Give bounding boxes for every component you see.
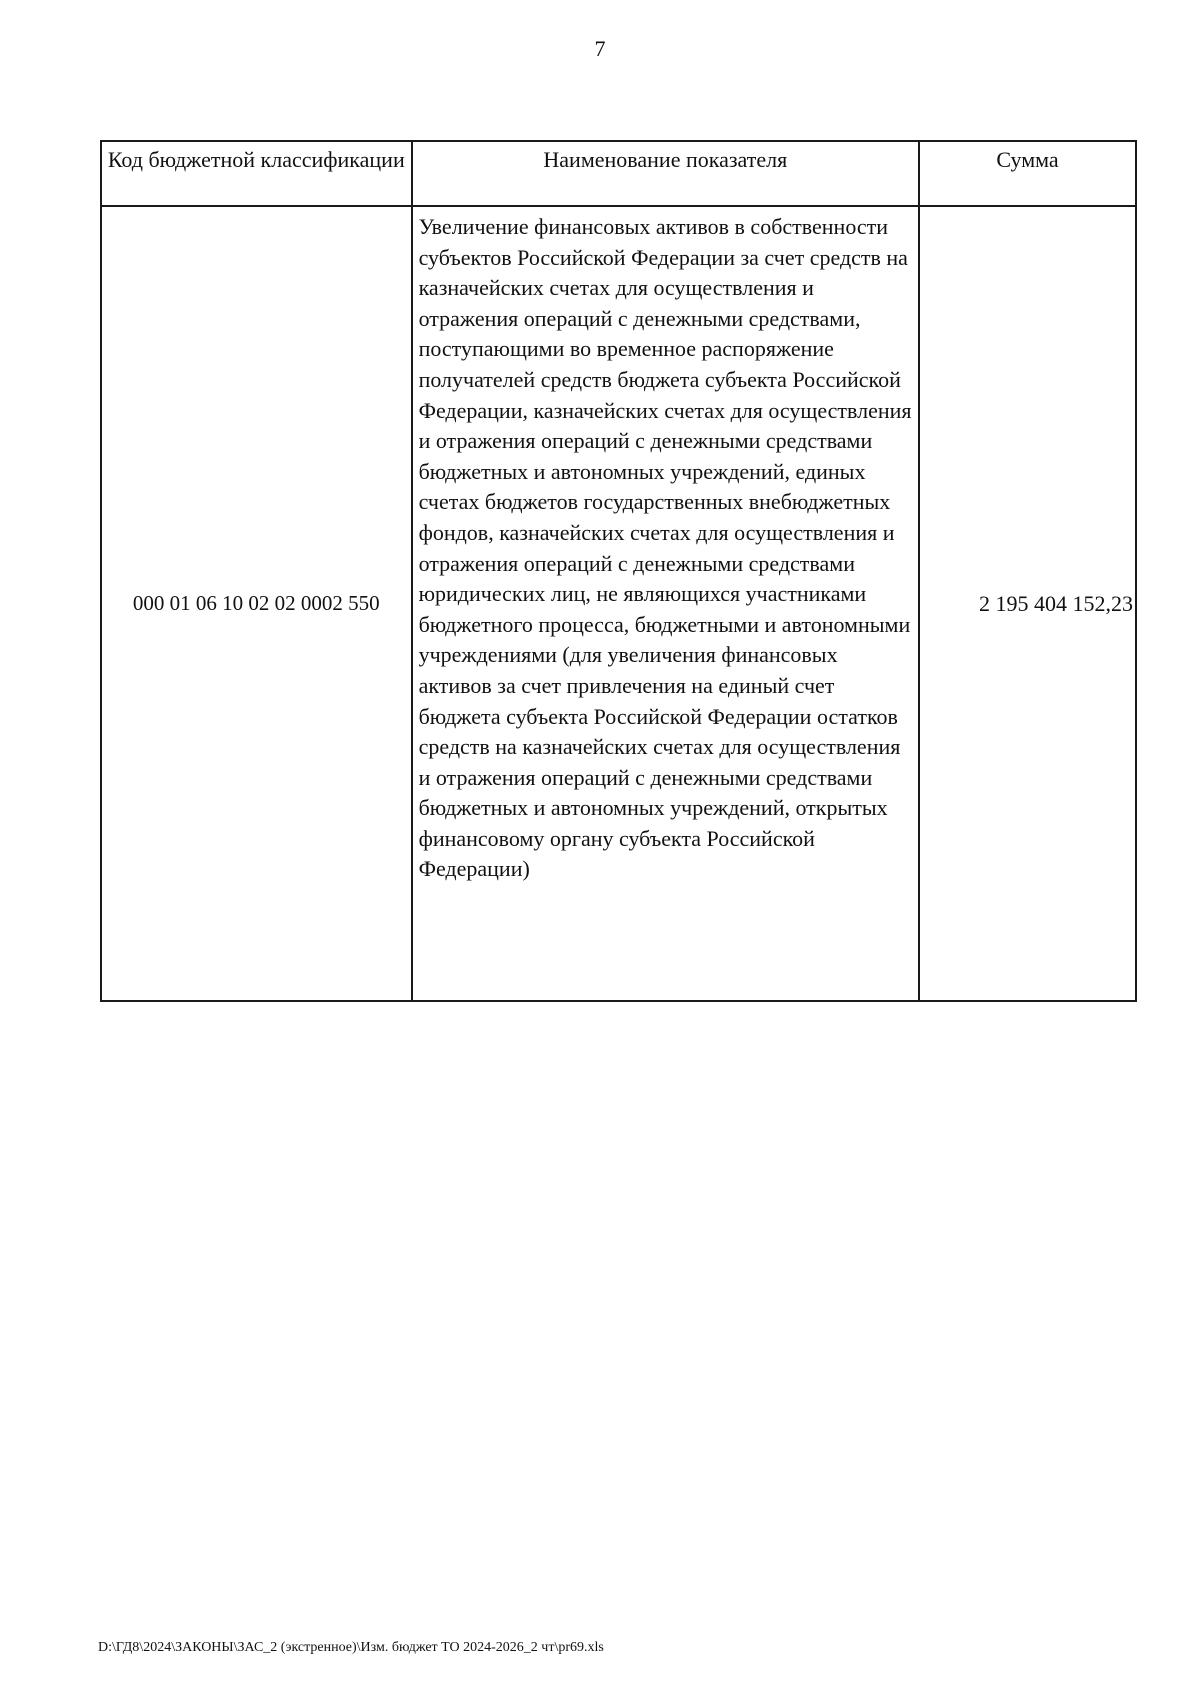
file-path-footer: D:\ГД8\2024\ЗАКОНЫ\ЗАС_2 (экстренное)\Изм. бюджет ТО 2024-2026_2 чт\pr69.xls: [98, 1640, 604, 1655]
page-number: 7: [594, 36, 606, 61]
table-row: [101, 206, 1136, 1001]
header-indicator-name: Наименование показателя: [412, 141, 920, 206]
indicator-name-cell: Увеличение финансовых активов в собственности субъектов Российской Федерации за счет средств на казначейских счетах для осуществления и отражения операций с денежными средствами, поступающими во временное распоряжение получателей средств бюджета субъекта Российской Федерации, казначейских счетах для осуществления и отражения операций с денежными средствами бюджетных и автономных учреждений, единых счетах бюджетов государственных внебюджетных фондов, казначейских счетах для осуществления и отражения операций с денежными средствами юридических лиц, не являющихся участниками бюджетного процесса, бюджетными и автономными учреждениями (для увеличения финансовых активов за счет привлечения на единый счет бюджета субъекта Российской Федерации остатков средств на казначейских счетах для осуществления и отражения операций с денежными средствами бюджетных и автономных учреждений, открытых финансовому органу субъекта Российской Федерации): [412, 206, 920, 1001]
header-sum: Сумма: [919, 141, 1136, 206]
sum-cell: 2 195 404 152,23: [919, 206, 1136, 1001]
budget-table: [100, 140, 1137, 1002]
budget-code-cell: 000 01 06 10 02 02 0002 550: [101, 206, 412, 1001]
header-budget-code: Код бюджетной классификации: [101, 141, 412, 206]
table-header-row: [101, 141, 1136, 206]
